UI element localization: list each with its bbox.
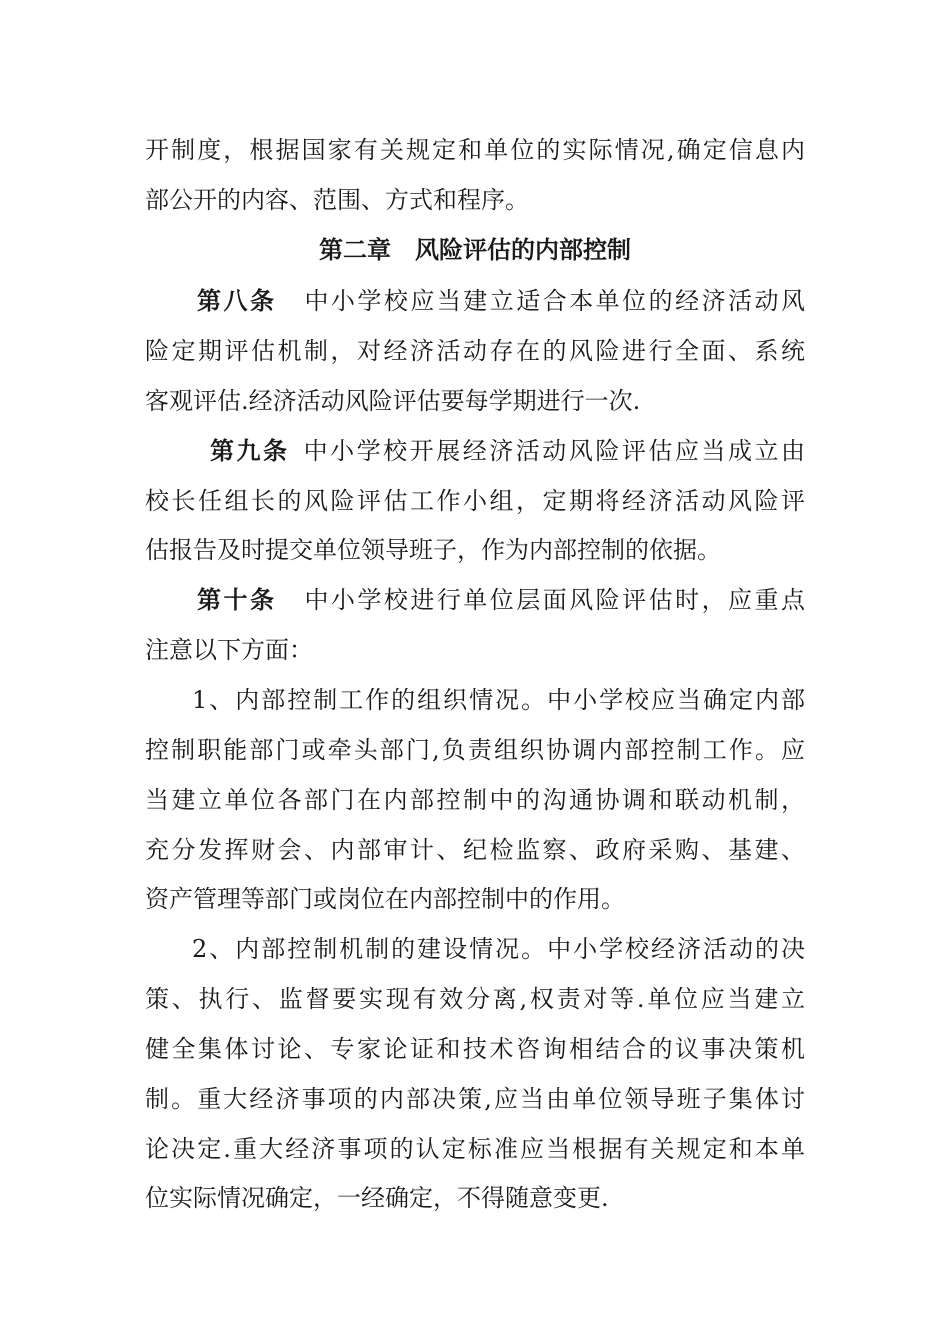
article-8-line-1 <box>197 283 805 319</box>
article-10-text-1: 中小学校进行单位层面风险评估时，应重点 <box>304 586 806 614</box>
item-2-line-6: 位实际情况确定，一经确定，不得随意变更. <box>145 1184 609 1212</box>
article-9-text-1: 中小学校开展经济活动风险评估应当成立由 <box>303 437 806 465</box>
article-9-heading: 第九条 <box>210 437 290 465</box>
item-1-line-4: 充分发挥财会、内部审计、纪检监察、政府采购、基建、 <box>145 836 805 864</box>
item-2-line-2: 策、执行、监督要实现有效分离,权责对等.单位应当建立 <box>145 985 805 1013</box>
item-1-line-3: 当建立单位各部门在内部控制中的沟通协调和联动机制， <box>145 786 805 814</box>
article-10-line-2: 注意以下方面： <box>145 636 313 664</box>
item-1-line-1: 1、内部控制工作的组织情况。中小学校应当确定内部 <box>192 686 805 714</box>
intro-line-2: 部公开的内容、范围、方式和程序。 <box>145 186 529 214</box>
item-2-line-5: 论决定.重大经济事项的认定标准应当根据有关规定和本单 <box>145 1135 805 1163</box>
article-10-heading: 第十条 <box>197 586 277 614</box>
item-2-line-1: 2、内部控制机制的建设情况。中小学校经济活动的决 <box>192 935 805 963</box>
intro-line-1: 开制度，根据国家有关规定和单位的实际情况,确定信息内 <box>145 136 805 164</box>
article-10-line-1 <box>197 582 805 618</box>
chapter-title: 第二章 风险评估的内部控制 <box>319 236 631 264</box>
item-2-line-3: 健全集体讨论、专家论证和技术咨询相结合的议事决策机 <box>145 1035 805 1063</box>
article-8-line-3: 客观评估.经济活动风险评估要每学期进行一次. <box>145 387 641 415</box>
article-9-line-3: 估报告及时提交单位领导班子，作为内部控制的依据。 <box>145 536 721 564</box>
article-8-line-2: 险定期评估机制，对经济活动存在的风险进行全面、系统 <box>145 337 805 365</box>
article-9-line-2: 校长任组长的风险评估工作小组，定期将经济活动风险评 <box>145 487 805 515</box>
item-2-line-4: 制。重大经济事项的内部决策,应当由单位领导班子集体讨 <box>145 1085 805 1113</box>
item-1-line-2: 控制职能部门或牵头部门,负责组织协调内部控制工作。应 <box>145 736 805 764</box>
article-8-heading: 第八条 <box>197 287 277 315</box>
article-8-text-1: 中小学校应当建立适合本单位的经济活动风 <box>304 287 806 315</box>
article-9-line-1 <box>210 433 805 469</box>
item-1-line-5: 资产管理等部门或岗位在内部控制中的作用。 <box>145 885 625 913</box>
